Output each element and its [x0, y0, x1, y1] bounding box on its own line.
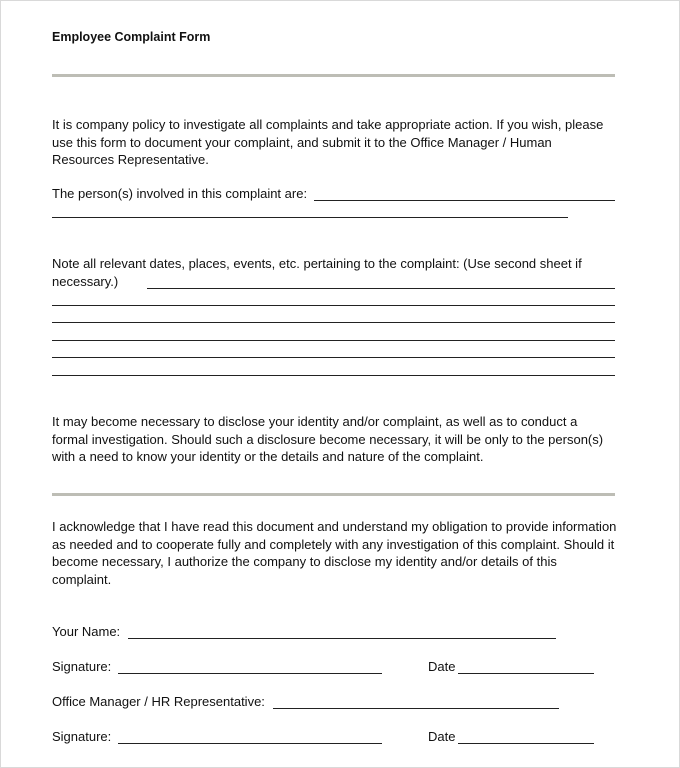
- disclosure-paragraph: It may become necessary to disclose your identity and/or complaint, as well as to conduct a formal investigation. Should such a disclosure become necessary, it will be only to the person(s) with a need to know your identity or the details and nature of the complaint.: [52, 414, 604, 464]
- form-title: Employee Complaint Form: [52, 30, 211, 44]
- notes-label: Note all relevant dates, places, events, etc. pertaining to the complaint: (Use second sheet if: [52, 256, 582, 271]
- notes-label-continued: necessary.): [52, 274, 119, 289]
- date-field[interactable]: [458, 673, 594, 674]
- persons-involved-field[interactable]: [314, 200, 615, 201]
- signature-field[interactable]: [118, 673, 382, 674]
- hr-signature-label: Signature:: [52, 729, 112, 744]
- divider-top: [52, 74, 615, 77]
- intro-paragraph: It is company policy to investigate all complaints and take appropriate action. If you wish, please use this form to document your complaint, and submit it to the Office Manager / Human Resources Representative.: [52, 117, 604, 167]
- your-name-label: Your Name:: [52, 624, 121, 639]
- signature-label: Signature:: [52, 659, 112, 674]
- acknowledgement-paragraph: I acknowledge that I have read this document and understand my obligation to provide information as needed and to cooperate fully and completely with any investigation of this complaint. Should it become necessary, I authorize the company to disclose my identity and/or details of this complaint.: [52, 519, 617, 587]
- notes-field-line-4[interactable]: [52, 340, 615, 341]
- persons-involved-label: The person(s) involved in this complaint are:: [52, 186, 308, 201]
- persons-involved-field-line-2[interactable]: [52, 217, 568, 218]
- hr-representative-field[interactable]: [273, 708, 559, 709]
- divider-middle: [52, 493, 615, 496]
- notes-field-line-5[interactable]: [52, 357, 615, 358]
- date-label: Date: [428, 659, 456, 674]
- notes-field-line-6[interactable]: [52, 375, 615, 376]
- hr-signature-field[interactable]: [118, 743, 382, 744]
- notes-field-line-2[interactable]: [52, 305, 615, 306]
- notes-field-line-3[interactable]: [52, 322, 615, 323]
- notes-field-line-1[interactable]: [147, 288, 615, 289]
- hr-representative-label: Office Manager / HR Representative:: [52, 694, 265, 709]
- your-name-field[interactable]: [128, 638, 556, 639]
- hr-date-field[interactable]: [458, 743, 594, 744]
- hr-date-label: Date: [428, 729, 456, 744]
